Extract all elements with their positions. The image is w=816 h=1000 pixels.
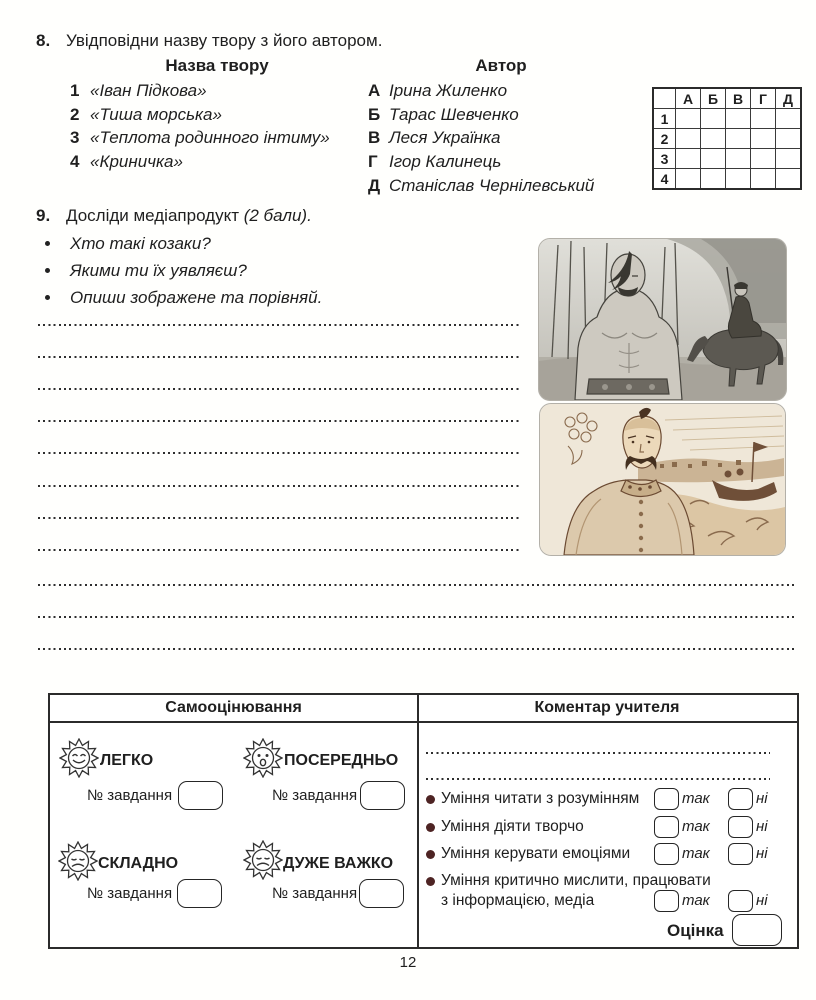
table-row [653, 109, 801, 129]
answer-cell[interactable] [776, 129, 802, 149]
no-label: ні [756, 818, 768, 835]
answer-cell[interactable] [776, 109, 802, 129]
bullet-dot [45, 268, 50, 273]
yes-checkbox[interactable] [654, 816, 679, 838]
no-checkbox[interactable] [728, 816, 753, 838]
answer-grid-col-header: А [676, 88, 701, 109]
work-title: «Іван Підкова» [90, 81, 207, 100]
assessment-table [48, 693, 799, 949]
comment-line[interactable] [426, 752, 770, 754]
answer-line[interactable] [38, 356, 520, 358]
table-row [653, 129, 801, 149]
yes-checkbox[interactable] [654, 788, 679, 810]
answer-grid-row-header: 4 [653, 169, 676, 190]
work-number: 2 [70, 104, 80, 124]
answer-cell[interactable] [676, 169, 701, 190]
answer-grid-row-header: 1 [653, 109, 676, 129]
works-column-header: Назва твору [165, 56, 269, 75]
yes-label: так [682, 790, 710, 807]
skill-bullet-dot [426, 795, 435, 804]
question-9-points: (2 бали). [243, 206, 312, 225]
no-label: ні [756, 892, 768, 909]
answer-line[interactable] [38, 517, 520, 519]
works-list [70, 80, 330, 175]
answer-grid-row-header: 2 [653, 129, 676, 149]
comment-line[interactable] [426, 778, 770, 780]
answer-cell[interactable] [701, 129, 726, 149]
answer-line[interactable] [38, 388, 520, 390]
task-number-label: № завдання [272, 885, 358, 902]
list-item [70, 127, 330, 151]
skill-bullet-dot [426, 850, 435, 859]
sun-sad-icon [243, 840, 283, 880]
level-label-medium: ПОСЕРЕДНЬО [284, 752, 399, 769]
answer-cell[interactable] [726, 149, 751, 169]
yes-checkbox[interactable] [654, 890, 679, 912]
bullet-dot [45, 295, 50, 300]
answer-cell[interactable] [776, 169, 802, 190]
list-item [368, 80, 594, 104]
answer-cell[interactable] [701, 149, 726, 169]
question-9-bullet: Хто такі козаки? [70, 234, 211, 253]
teacher-comment-header: Коментар учителя [534, 699, 680, 716]
author-letter: В [368, 128, 381, 148]
list-item [70, 80, 330, 104]
author-letter: Б [368, 104, 381, 124]
divider [417, 695, 419, 947]
question-9-bullet: Опиши зображене та порівняй. [70, 288, 323, 307]
author-name: Станіслав Чернілевський [389, 175, 595, 195]
task-number-label: № завдання [87, 787, 173, 804]
answer-grid [652, 87, 802, 190]
answer-cell[interactable] [726, 169, 751, 190]
author-name: Леся Українка [389, 128, 501, 148]
question-9-prompt [66, 205, 312, 227]
work-number: 1 [70, 81, 80, 100]
yes-label: так [682, 845, 710, 862]
skill-label: Уміння критично мислити, працювати [441, 872, 711, 889]
sun-sad-icon [58, 841, 98, 881]
answer-cell[interactable] [751, 109, 776, 129]
grade-label: Оцінка [667, 921, 724, 940]
answer-cell[interactable] [701, 109, 726, 129]
answer-grid-col-header: Г [751, 88, 776, 109]
answer-line[interactable] [38, 420, 520, 422]
task-number-box[interactable] [178, 781, 223, 810]
divider [50, 721, 797, 723]
level-label-easy: ЛЕГКО [100, 752, 154, 769]
cossack-warrior-image [538, 238, 787, 401]
bullet-dot [45, 241, 50, 246]
question-8-number: 8. [36, 31, 51, 50]
self-assessment-header: Самооцінювання [165, 699, 302, 716]
work-title: «Тиша морська» [90, 104, 222, 124]
answer-grid-row-header: 3 [653, 149, 676, 169]
authors-column-header: Автор [475, 56, 527, 75]
author-name: Ігор Калинець [389, 152, 502, 172]
table-row [653, 169, 801, 190]
answer-grid-col-header: Б [701, 88, 726, 109]
yes-checkbox[interactable] [654, 843, 679, 865]
answer-cell[interactable] [776, 149, 802, 169]
question-8-prompt: Увідповідни назву твору з його автором. [66, 31, 383, 50]
answer-grid-corner [653, 88, 676, 109]
answer-line[interactable] [38, 549, 520, 551]
answer-grid-col-header: Д [776, 88, 802, 109]
answer-line[interactable] [38, 324, 520, 326]
level-label-hard: СКЛАДНО [98, 855, 179, 872]
task-number-label: № завдання [87, 885, 173, 902]
answer-line[interactable] [38, 616, 794, 618]
answer-cell[interactable] [751, 149, 776, 169]
no-label: ні [756, 845, 768, 862]
skill-bullet-dot [426, 823, 435, 832]
answer-line[interactable] [38, 648, 794, 650]
page-number: 12 [399, 954, 417, 971]
work-number: 4 [70, 152, 80, 172]
work-title: «Теплота родинного інтиму» [90, 128, 330, 148]
sun-happy-icon [59, 738, 99, 778]
answer-line[interactable] [38, 452, 520, 454]
no-checkbox[interactable] [728, 890, 753, 912]
task-number-box[interactable] [177, 879, 222, 908]
grade-box[interactable] [732, 914, 782, 946]
task-number-box[interactable] [360, 781, 405, 810]
skill-label: з інформацією, медіа [441, 892, 595, 909]
answer-line[interactable] [38, 584, 794, 586]
level-label-very-hard: ДУЖЕ ВАЖКО [283, 855, 394, 872]
answer-cell[interactable] [676, 109, 701, 129]
answer-grid-col-header: В [726, 88, 751, 109]
task-number-label: № завдання [272, 787, 358, 804]
sun-surprised-icon [243, 738, 283, 778]
cossack-warrior-illustration [539, 239, 786, 400]
skill-label: Уміння діяти творчо [441, 818, 584, 835]
no-label: ні [756, 790, 768, 807]
answer-line[interactable] [38, 485, 520, 487]
answer-cell[interactable] [676, 129, 701, 149]
list-item [368, 151, 594, 175]
work-title: «Криничка» [90, 152, 183, 172]
skill-bullet-dot [426, 877, 435, 886]
list-item [70, 151, 330, 175]
question-9-bullet: Якими ти їх уявляєш? [70, 261, 247, 280]
answer-cell[interactable] [701, 169, 726, 190]
question-9-number: 9. [36, 206, 51, 225]
answer-cell[interactable] [726, 129, 751, 149]
cossack-portrait-illustration [540, 404, 785, 555]
author-name: Ірина Жиленко [389, 81, 508, 100]
question-9-prompt-text: Досліди медіапродукт [66, 206, 244, 225]
no-checkbox[interactable] [728, 788, 753, 810]
answer-cell[interactable] [676, 149, 701, 169]
no-checkbox[interactable] [728, 843, 753, 865]
answer-cell[interactable] [726, 109, 751, 129]
author-name: Тарас Шевченко [389, 104, 519, 124]
answer-cell[interactable] [751, 169, 776, 190]
authors-list [368, 80, 594, 198]
yes-label: так [682, 892, 710, 909]
answer-grid-header-row [653, 88, 801, 109]
list-item [368, 175, 594, 199]
work-number: 3 [70, 128, 80, 148]
cossack-portrait-image [539, 403, 786, 556]
task-number-box[interactable] [359, 879, 404, 908]
skill-label: Уміння читати з розумінням [441, 790, 640, 807]
skill-label: Уміння керувати емоціями [441, 845, 631, 862]
list-item [368, 127, 594, 151]
author-letter: Д [368, 175, 381, 195]
list-item [368, 104, 594, 128]
table-row [653, 149, 801, 169]
yes-label: так [682, 818, 710, 835]
answer-cell[interactable] [751, 129, 776, 149]
author-letter: Г [368, 152, 378, 172]
list-item [70, 104, 330, 128]
author-letter: А [368, 81, 381, 100]
